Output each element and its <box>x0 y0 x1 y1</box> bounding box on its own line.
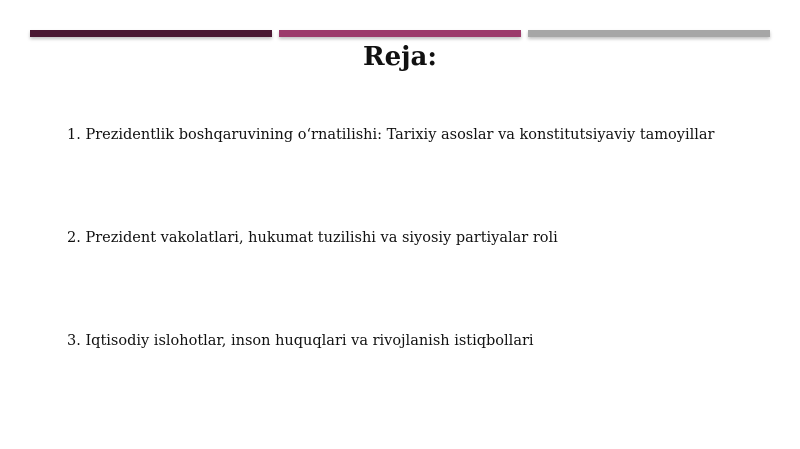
slide-title: Reja: <box>362 42 437 72</box>
header-bar-magenta <box>279 30 521 37</box>
header-bar-gray <box>528 30 770 37</box>
plan-item-2: 2. Prezident vakolatlari, hukumat tuzilishi va siyosiy partiyalar roli <box>67 230 558 246</box>
plan-item-3: 3. Iqtisodiy islohotlar, inson huquqlari va rivojlanish istiqbollari <box>67 333 534 349</box>
header-bar-dark <box>30 30 272 37</box>
plan-item-1: 1. Prezidentlik boshqaruvining o‘rnatilishi: Tarixiy asoslar va konstitutsiyaviy tamoyillar <box>67 127 715 143</box>
